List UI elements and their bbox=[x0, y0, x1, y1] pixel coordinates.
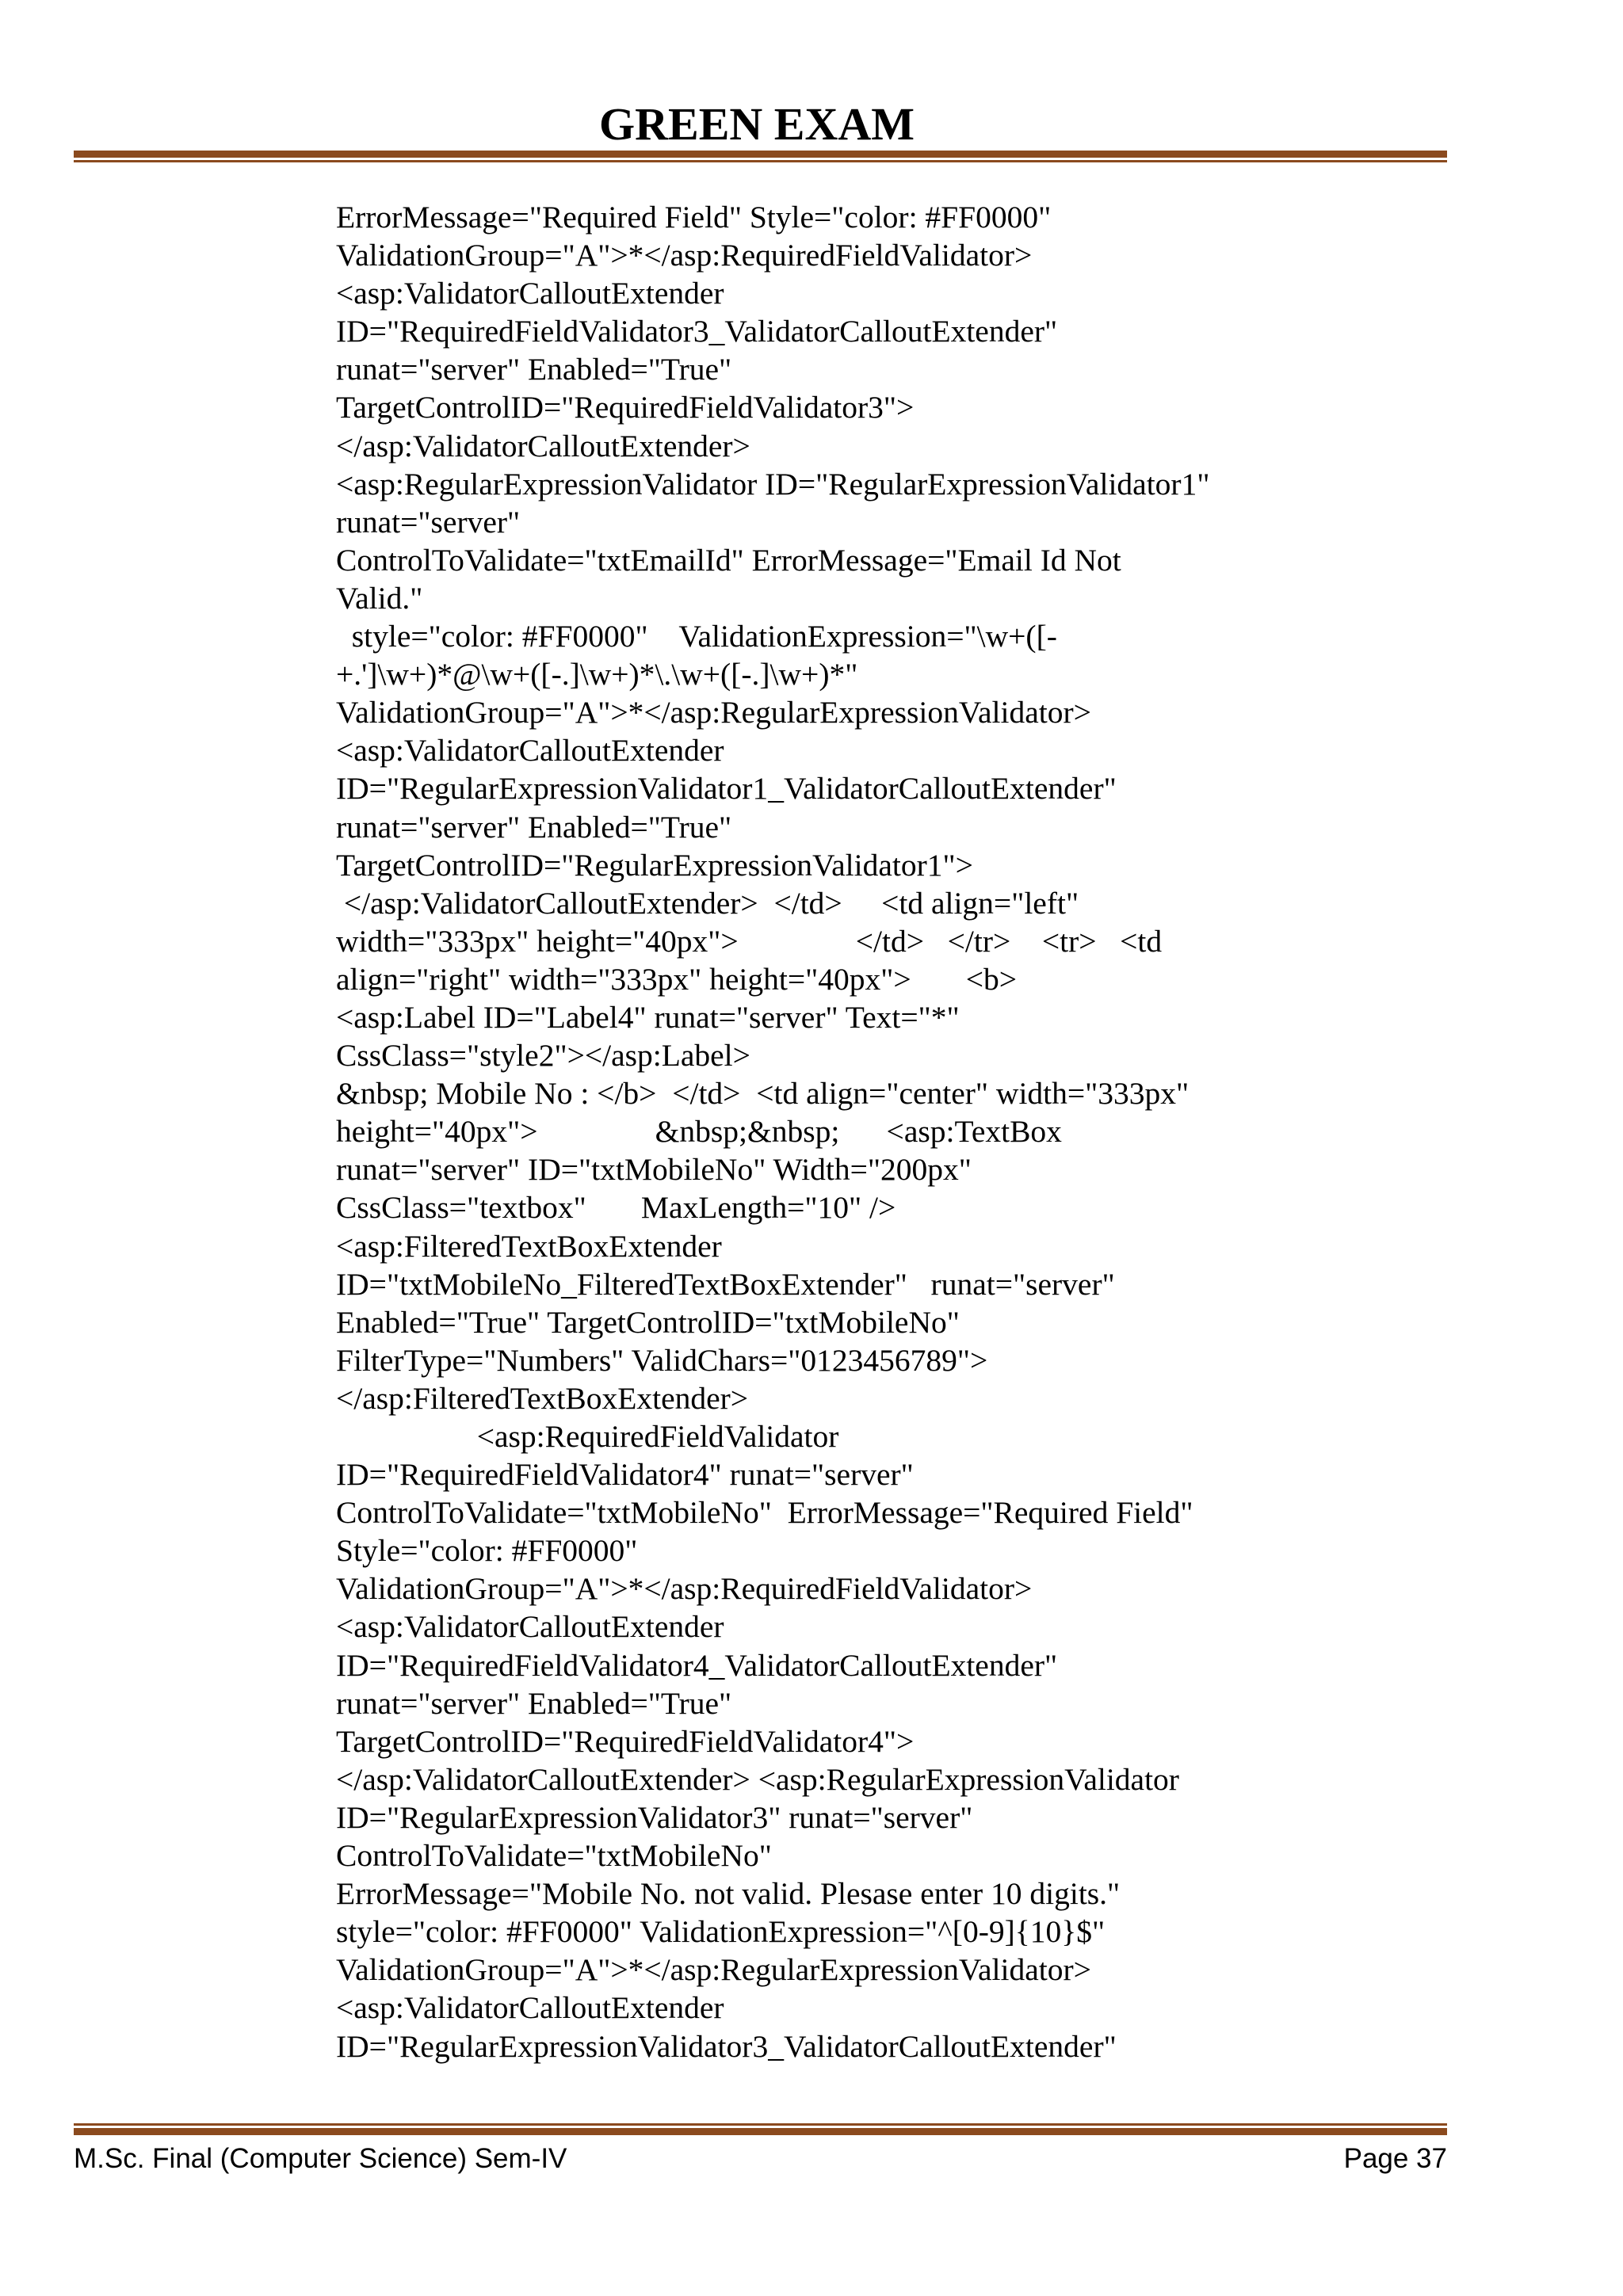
code-line: <asp:Label ID="Label4" runat="server" Text="*" bbox=[336, 999, 960, 1035]
footer-course-label: M.Sc. Final (Computer Science) Sem-IV bbox=[74, 2143, 567, 2174]
code-line: &nbsp; Mobile No : </b> </td> <td align="center" width="333px" bbox=[336, 1076, 1190, 1112]
code-line: ControlToValidate="txtMobileNo" bbox=[336, 1838, 772, 1874]
code-line: </asp:ValidatorCalloutExtender> bbox=[336, 428, 750, 463]
footer-rule bbox=[74, 2121, 1447, 2135]
code-line: Valid." bbox=[336, 580, 423, 616]
code-line: </asp:ValidatorCalloutExtender> </td> <td align="left" bbox=[336, 885, 1079, 921]
code-body bbox=[336, 198, 1477, 2065]
code-line: ID="RegularExpressionValidator1_ValidatorCalloutExtender" bbox=[336, 771, 1117, 807]
code-line: <asp:ValidatorCalloutExtender bbox=[336, 276, 724, 311]
code-line: ValidationGroup="A">*</asp:RegularExpressionValidator> bbox=[336, 695, 1091, 730]
code-line: </asp:FilteredTextBoxExtender> bbox=[336, 1380, 749, 1416]
code-line: ErrorMessage="Mobile No. not valid. Plesase enter 10 digits." bbox=[336, 1876, 1121, 1912]
code-line: +.']\w+)*@\w+([-.]\w+)*\.\w+([-.]\w+)*" bbox=[336, 657, 858, 692]
code-line: runat="server" ID="txtMobileNo" Width="200px" bbox=[336, 1152, 972, 1188]
code-line: CssClass="style2"></asp:Label> bbox=[336, 1038, 750, 1074]
code-line: ID="RequiredFieldValidator3_ValidatorCalloutExtender" bbox=[336, 314, 1058, 349]
code-line: ErrorMessage="Required Field" Style="color: #FF0000" bbox=[336, 200, 1052, 235]
code-line: ControlToValidate="txtEmailId" ErrorMessage="Email Id Not bbox=[336, 542, 1121, 578]
code-line: ControlToValidate="txtMobileNo" ErrorMessage="Required Field" bbox=[336, 1495, 1193, 1531]
code-line: runat="server" Enabled="True" bbox=[336, 1685, 732, 1721]
code-line: <asp:RegularExpressionValidator ID="RegularExpressionValidator1" bbox=[336, 466, 1210, 502]
code-line: TargetControlID="RegularExpressionValidator1"> bbox=[336, 847, 973, 883]
code-line: runat="server" bbox=[336, 504, 521, 540]
code-line: ValidationGroup="A">*</asp:RegularExpressionValidator> bbox=[336, 1952, 1091, 1988]
code-line: ID="RequiredFieldValidator4_ValidatorCalloutExtender" bbox=[336, 1647, 1058, 1683]
code-line: Style="color: #FF0000" bbox=[336, 1533, 638, 1569]
page-number: Page 37 bbox=[1343, 2143, 1447, 2174]
code-line: CssClass="textbox" MaxLength="10" /> bbox=[336, 1190, 896, 1226]
code-line: runat="server" Enabled="True" bbox=[336, 809, 732, 845]
code-line: Enabled="True" TargetControlID="txtMobileNo" bbox=[336, 1304, 960, 1340]
code-line: ID="txtMobileNo_FilteredTextBoxExtender" runat="server" bbox=[336, 1266, 1115, 1302]
code-line: FilterType="Numbers" ValidChars="0123456789"> bbox=[336, 1342, 988, 1378]
code-line: runat="server" Enabled="True" bbox=[336, 352, 732, 387]
code-line: width="333px" height="40px"> </td> </tr> <tr> <td bbox=[336, 923, 1163, 959]
code-line: height="40px"> &nbsp;&nbsp; <asp:TextBox bbox=[336, 1114, 1062, 1150]
code-line: style="color: #FF0000" ValidationExpression="\w+([- bbox=[336, 619, 1057, 654]
code-line: TargetControlID="RequiredFieldValidator3"> bbox=[336, 390, 915, 425]
code-line: style="color: #FF0000" ValidationExpression="^[0-9]{10}$" bbox=[336, 1914, 1106, 1950]
code-line: ValidationGroup="A">*</asp:RequiredFieldValidator> bbox=[336, 1571, 1033, 1607]
code-line: <asp:RequiredFieldValidator bbox=[336, 1419, 839, 1454]
code-line: TargetControlID="RequiredFieldValidator4"> bbox=[336, 1723, 915, 1759]
code-line: <asp:ValidatorCalloutExtender bbox=[336, 1609, 724, 1645]
code-line: align="right" width="333px" height="40px"> <b> bbox=[336, 961, 1018, 997]
header-rule bbox=[74, 151, 1447, 162]
code-line: </asp:ValidatorCalloutExtender> <asp:RegularExpressionValidator bbox=[336, 1761, 1179, 1797]
page-title: GREEN EXAM bbox=[599, 98, 915, 150]
code-line: <asp:ValidatorCalloutExtender bbox=[336, 1990, 724, 2026]
code-line: <asp:FilteredTextBoxExtender bbox=[336, 1228, 722, 1264]
code-line: ID="RequiredFieldValidator4" runat="server" bbox=[336, 1457, 914, 1493]
code-line: ID="RegularExpressionValidator3_ValidatorCalloutExtender" bbox=[336, 2028, 1117, 2064]
code-line: ID="RegularExpressionValidator3" runat="server" bbox=[336, 1799, 973, 1835]
code-line: <asp:ValidatorCalloutExtender bbox=[336, 733, 724, 769]
code-line: ValidationGroup="A">*</asp:RequiredFieldValidator> bbox=[336, 238, 1033, 273]
